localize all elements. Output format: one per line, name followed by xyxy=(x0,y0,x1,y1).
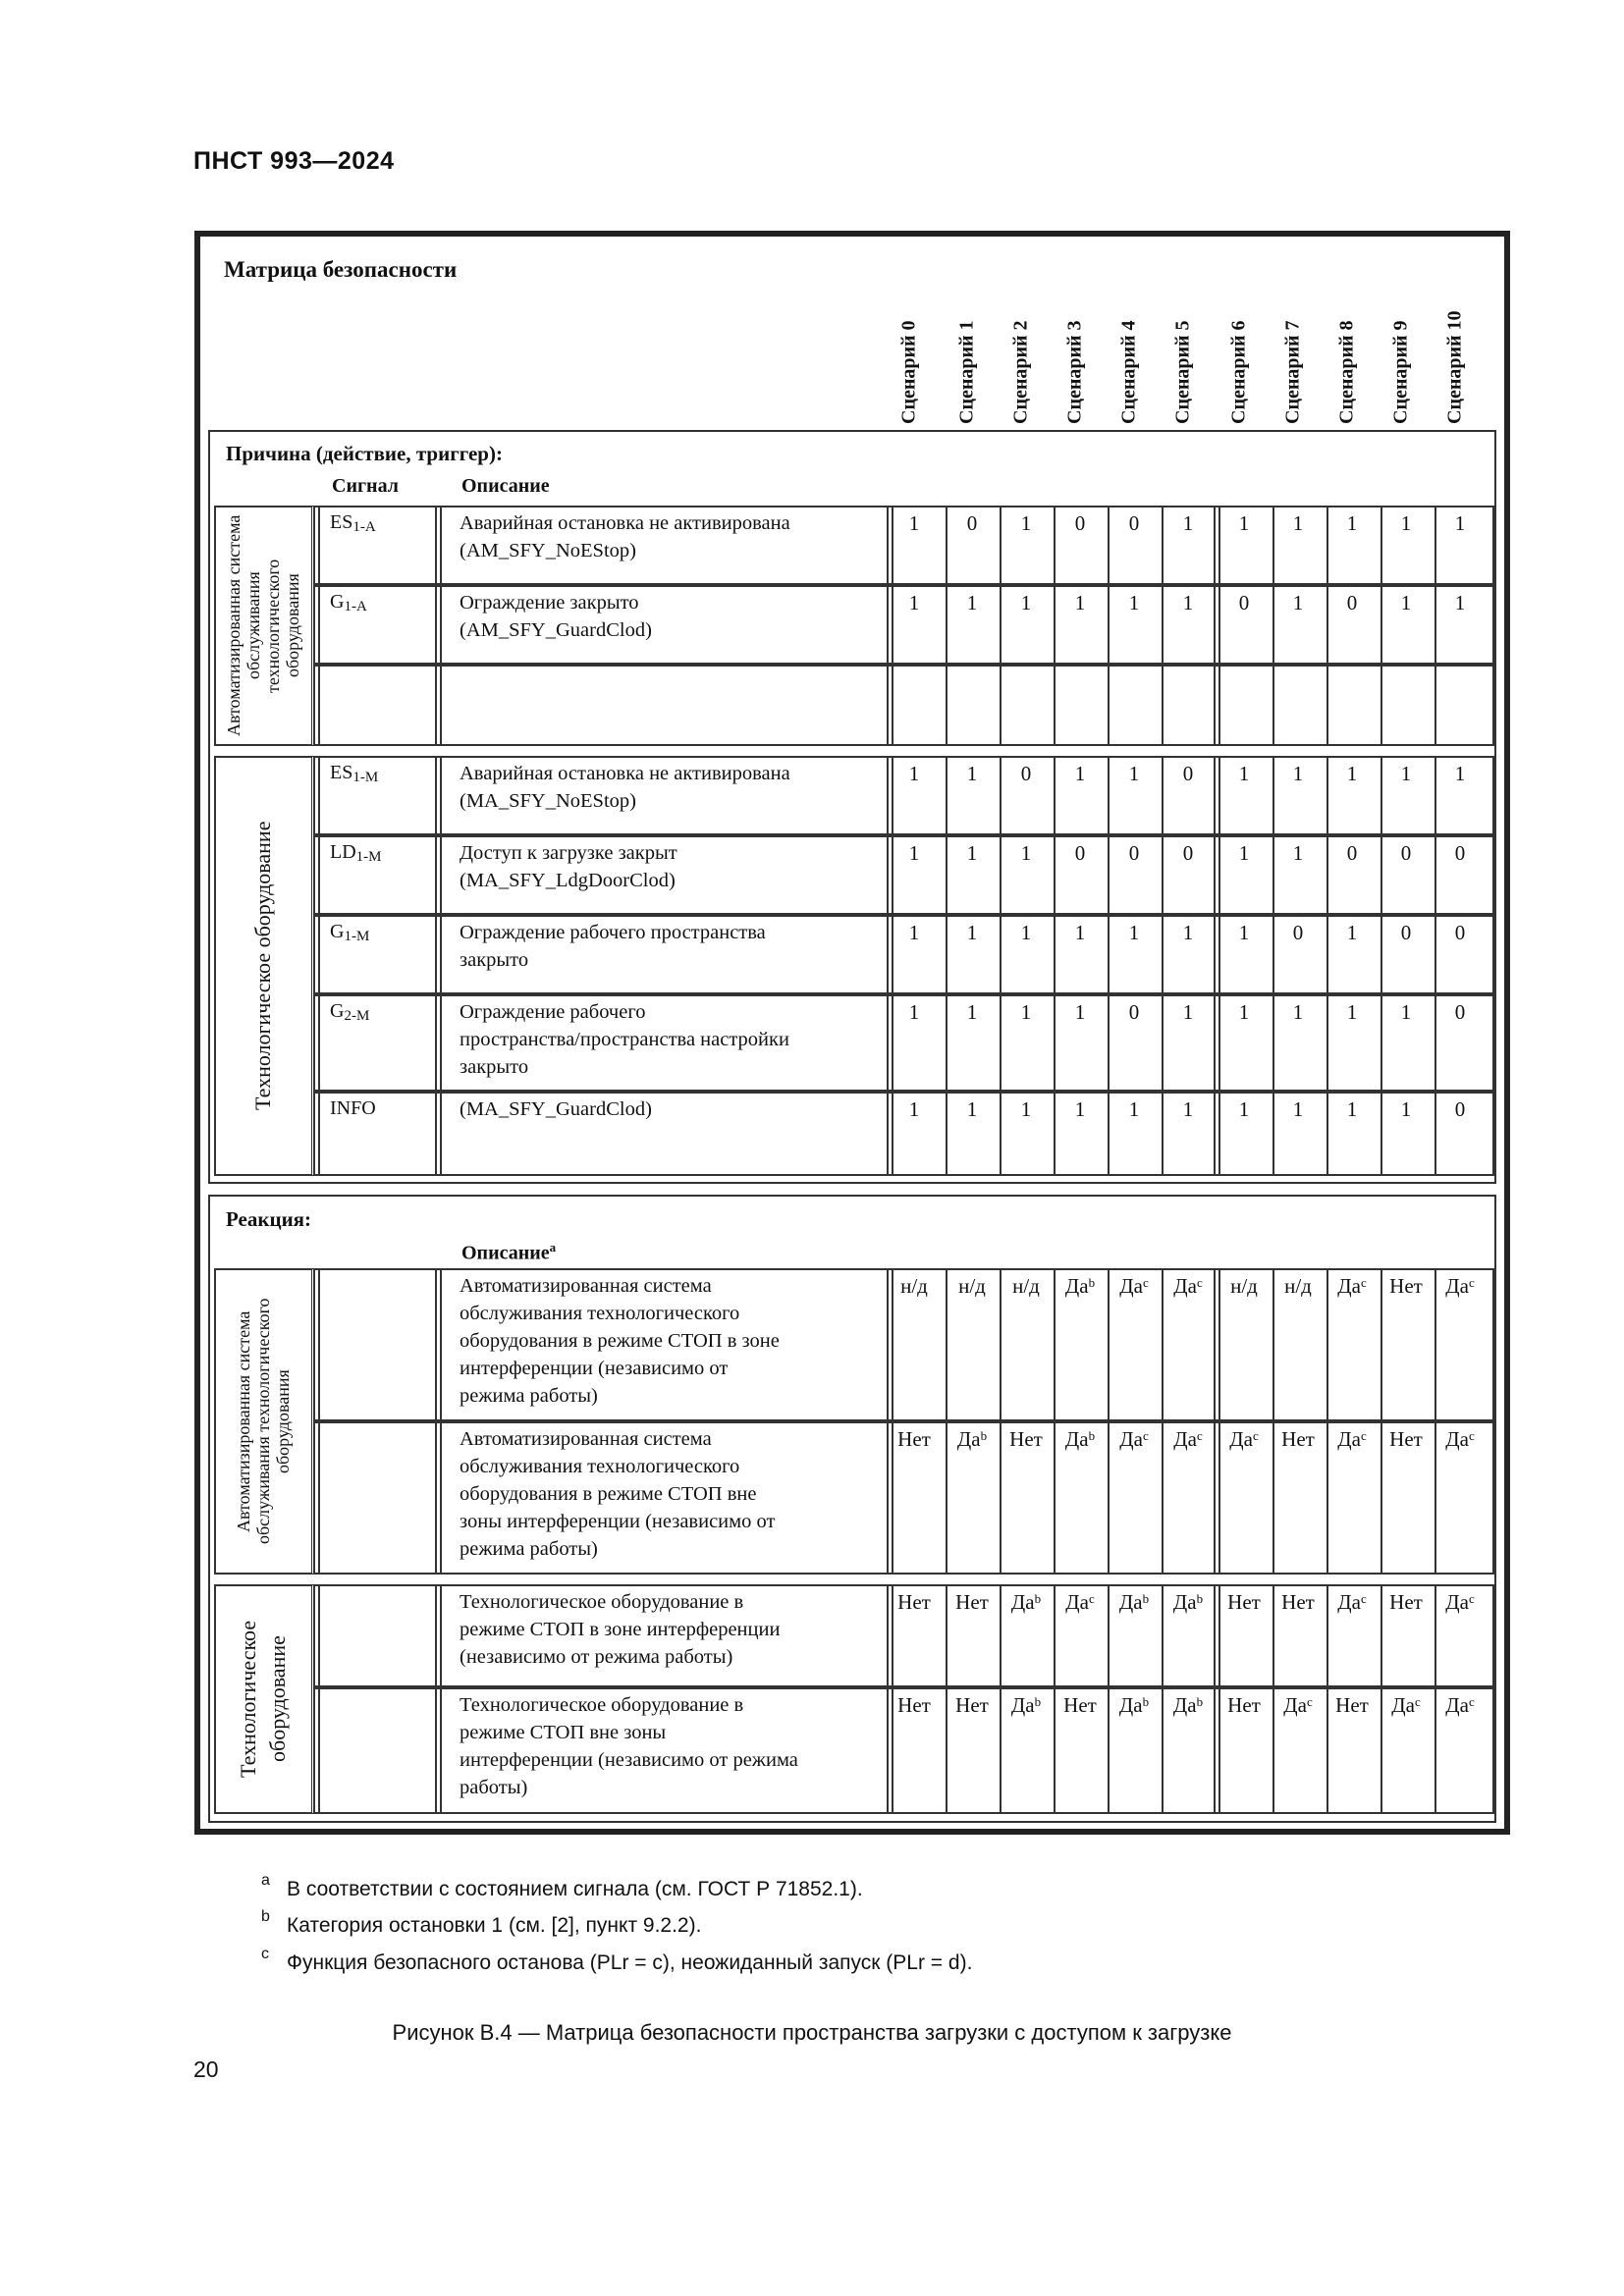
footnote-ref: c xyxy=(1468,1591,1475,1606)
value-cell: 0 xyxy=(1182,762,1194,785)
value-cell: Нет xyxy=(1389,1427,1423,1451)
description-cell: Аварийная остановка не активирована (AM_SFY_NoEStop) xyxy=(460,512,790,561)
footnote-ref: a xyxy=(549,1240,557,1255)
value-cell: Нет xyxy=(1009,1427,1043,1451)
value-cell: Нет xyxy=(897,1590,931,1614)
value-cell: 0 xyxy=(1292,921,1304,944)
scenario-header: Сценарий 3 xyxy=(1063,320,1086,424)
value-cell: 0 xyxy=(1454,1000,1466,1024)
value-cell: 0 xyxy=(1128,511,1140,535)
value-cell: 1 xyxy=(1074,1097,1086,1121)
value-cell: 0 xyxy=(1128,841,1140,865)
scenario-header: Сценарий 0 xyxy=(897,320,920,424)
value-cell: 1 xyxy=(1346,762,1358,785)
value-cell: 1 xyxy=(908,1097,920,1121)
value-cell: $Да^c$ xyxy=(1445,1274,1475,1298)
value-cell: 1 xyxy=(1020,1097,1032,1121)
scenario-header: Сценарий 6 xyxy=(1227,320,1250,424)
value-cell: 1 xyxy=(908,591,920,614)
value-cell: 1 xyxy=(1182,1097,1194,1121)
value-cell: 1 xyxy=(966,1000,978,1024)
signal-cell: $ES_{1-A}$ xyxy=(330,511,376,535)
value-cell: н/д xyxy=(1012,1274,1040,1298)
footnote-ref: c xyxy=(1142,1275,1149,1290)
page-number: 20 xyxy=(193,2056,219,2082)
value-cell: 1 xyxy=(1346,1000,1358,1024)
value-cell: $Да^c$ xyxy=(1119,1427,1149,1451)
value-cell: $Да^c$ xyxy=(1445,1427,1475,1451)
footnote-ref: c xyxy=(1196,1275,1203,1290)
value-cell: $Да^c$ xyxy=(1337,1274,1367,1298)
value-cell: 1 xyxy=(1238,841,1250,865)
footnote-ref: c xyxy=(1252,1428,1259,1443)
value-cell: 1 xyxy=(1400,762,1412,785)
value-cell: 0 xyxy=(1346,591,1358,614)
value-cell: $Да^c$ xyxy=(1173,1427,1203,1451)
value-cell: 1 xyxy=(1346,1097,1358,1121)
value-cell: 1 xyxy=(908,762,920,785)
footnote-ref: c xyxy=(1360,1428,1367,1443)
value-cell: $Да^c$ xyxy=(1337,1590,1367,1614)
value-cell: 1 xyxy=(1292,591,1304,614)
group-label: Технологическое оборудование xyxy=(250,821,275,1111)
footnote-mark: b xyxy=(261,1908,270,1925)
value-cell: 0 xyxy=(1454,921,1466,944)
value-cell: 1 xyxy=(966,841,978,865)
cause-title: Причина (действие, триггер): xyxy=(226,442,503,465)
group-label: Автоматизированная система обслуживания технологического оборудования xyxy=(224,514,302,737)
footnote-ref: c xyxy=(1088,1591,1095,1606)
footnote-ref: c xyxy=(1306,1694,1313,1709)
footnote-ref: b xyxy=(1142,1694,1150,1709)
value-cell: 1 xyxy=(1292,1097,1304,1121)
footnote-ref: b xyxy=(1088,1428,1096,1443)
value-cell: 1 xyxy=(1182,511,1194,535)
value-cell: $Да^b$ xyxy=(1118,1590,1150,1614)
value-cell: 1 xyxy=(1020,921,1032,944)
value-cell: 1 xyxy=(1128,1097,1140,1121)
value-cell: $Да^b$ xyxy=(1064,1427,1096,1451)
signal-cell: $G_{1-A}$ xyxy=(330,591,367,614)
matrix-title: Матрица безопасности xyxy=(224,257,458,282)
reaction-description-header: Описание$^a$ xyxy=(461,1240,557,1264)
footnote-ref: c xyxy=(1468,1275,1475,1290)
value-cell: Нет xyxy=(1281,1590,1315,1614)
value-cell: 1 xyxy=(1074,921,1086,944)
value-cell: $Да^c$ xyxy=(1445,1693,1475,1717)
value-cell: н/д xyxy=(900,1274,928,1298)
value-cell: 0 xyxy=(1128,1000,1140,1024)
value-cell: $Да^c$ xyxy=(1391,1693,1421,1717)
value-cell: 1 xyxy=(1238,762,1250,785)
value-cell: 0 xyxy=(966,511,978,535)
value-cell: $Да^c$ xyxy=(1445,1590,1475,1614)
description-cell: Доступ к загрузке закрыт (MA_SFY_LdgDoorClod) xyxy=(460,842,677,891)
value-cell: 1 xyxy=(966,591,978,614)
value-cell: Нет xyxy=(1063,1693,1097,1717)
value-cell: $Да^b$ xyxy=(1172,1590,1204,1614)
value-cell: Нет xyxy=(1389,1274,1423,1298)
value-cell: 0 xyxy=(1238,591,1250,614)
value-cell: 1 xyxy=(1074,591,1086,614)
footnote-ref: c xyxy=(1142,1428,1149,1443)
description-cell: Ограждение закрыто (AM_SFY_GuardClod) xyxy=(460,592,652,641)
signal-cell: $G_{1-M}$ xyxy=(330,921,370,944)
value-cell: Нет xyxy=(1335,1693,1369,1717)
footnote-ref: c xyxy=(1196,1428,1203,1443)
scenario-header: Сценарий 2 xyxy=(1009,320,1032,424)
signal-cell: $G_{2-M}$ xyxy=(330,1000,370,1024)
value-cell: 1 xyxy=(1020,841,1032,865)
value-cell: 1 xyxy=(1292,1000,1304,1024)
figure-caption: Рисунок В.4 — Матрица безопасности пространства загрузки с доступом к загрузке xyxy=(392,2020,1232,2045)
grid-line xyxy=(1492,506,1494,746)
value-cell: 0 xyxy=(1182,841,1194,865)
value-cell: Нет xyxy=(955,1590,989,1614)
value-cell: Нет xyxy=(1227,1693,1261,1717)
footnote-text: Функция безопасного останова (PLr = с), неожиданный запуск (PLr = d). xyxy=(287,1951,973,1974)
description-column-header: Описание xyxy=(461,475,550,497)
footnote-mark: c xyxy=(261,1946,269,1962)
footnote-ref: c xyxy=(1360,1591,1367,1606)
footnote-ref: c xyxy=(1414,1694,1421,1709)
scenario-header: Сценарий 4 xyxy=(1117,320,1140,424)
value-cell: 1 xyxy=(1128,921,1140,944)
footnote-mark: a xyxy=(261,1872,270,1889)
value-cell: 0 xyxy=(1020,762,1032,785)
footnote-ref: b xyxy=(1196,1591,1204,1606)
value-cell: 1 xyxy=(908,921,920,944)
value-cell: 1 xyxy=(1020,591,1032,614)
description-cell: (MA_SFY_GuardClod) xyxy=(460,1098,652,1120)
scenario-header: Сценарий 7 xyxy=(1281,320,1304,424)
description-cell: Автоматизированная система обслуживания технологического оборудования в режиме СТОП вне зоны интерференции (независимо от режима работы) xyxy=(460,1428,776,1560)
value-cell: 1 xyxy=(1400,1097,1412,1121)
value-cell: $Да^c$ xyxy=(1337,1427,1367,1451)
group-label: Технологическое оборудование xyxy=(236,1620,290,1779)
value-cell: 1 xyxy=(1128,762,1140,785)
value-cell: 1 xyxy=(1454,762,1466,785)
footnote-ref: b xyxy=(1142,1591,1150,1606)
value-cell: 0 xyxy=(1074,841,1086,865)
value-cell: 1 xyxy=(1292,841,1304,865)
footnote-ref: b xyxy=(1034,1591,1042,1606)
value-cell: 1 xyxy=(1346,921,1358,944)
signal-cell: $LD_{1-M}$ xyxy=(330,841,382,865)
footnote-ref: c xyxy=(1468,1694,1475,1709)
value-cell: 1 xyxy=(1238,1000,1250,1024)
footnote-text: Категория остановки 1 (см. [2], пункт 9.2.2). xyxy=(287,1914,702,1937)
document-code: ПНСТ 993—2024 xyxy=(193,147,395,175)
footnote-ref: b xyxy=(1034,1694,1042,1709)
value-cell: Нет xyxy=(897,1427,931,1451)
value-cell: Нет xyxy=(897,1693,931,1717)
value-cell: 1 xyxy=(1238,921,1250,944)
footnote-ref: b xyxy=(980,1428,988,1443)
grid-line xyxy=(1492,1268,1494,1575)
value-cell: 1 xyxy=(1400,591,1412,614)
value-cell: $Да^b$ xyxy=(1010,1693,1042,1717)
footnote-ref: b xyxy=(1196,1694,1204,1709)
description-cell: Автоматизированная система обслуживания технологического оборудования в режиме СТОП в зоне интерференции (независимо от режима работы) xyxy=(460,1275,780,1407)
value-cell: 1 xyxy=(1020,511,1032,535)
value-cell: 1 xyxy=(1292,762,1304,785)
value-cell: Нет xyxy=(1281,1427,1315,1451)
value-cell: 1 xyxy=(1346,511,1358,535)
value-cell: Нет xyxy=(955,1693,989,1717)
value-cell: н/д xyxy=(958,1274,986,1298)
signal-cell: $ES_{1-M}$ xyxy=(330,762,379,785)
value-cell: 1 xyxy=(1238,1097,1250,1121)
value-cell: 1 xyxy=(1182,921,1194,944)
value-cell: $Да^b$ xyxy=(1118,1693,1150,1717)
value-cell: $Да^b$ xyxy=(1064,1274,1096,1298)
value-cell: 1 xyxy=(1020,1000,1032,1024)
description-cell: Аварийная остановка не активирована (MA_SFY_NoEStop) xyxy=(460,763,790,812)
value-cell: $Да^c$ xyxy=(1119,1274,1149,1298)
value-cell: $Да^c$ xyxy=(1065,1590,1095,1614)
scenario-header: Сценарий 1 xyxy=(955,320,978,424)
value-cell: 0 xyxy=(1454,1097,1466,1121)
value-cell: 1 xyxy=(1182,1000,1194,1024)
signal-column-header: Сигнал xyxy=(332,475,399,497)
value-cell: 1 xyxy=(1182,591,1194,614)
scenario-header: Сценарий 8 xyxy=(1335,320,1358,424)
value-cell: 0 xyxy=(1400,921,1412,944)
value-cell: 1 xyxy=(966,1097,978,1121)
value-cell: $Да^c$ xyxy=(1229,1427,1259,1451)
footnote-text: В соответствии с состоянием сигнала (см. ГОСТ Р 71852.1). xyxy=(287,1878,863,1900)
value-cell: 1 xyxy=(908,1000,920,1024)
description-cell: Ограждение рабочего пространства/пространства настройки закрыто xyxy=(460,1001,789,1078)
value-cell: 0 xyxy=(1400,841,1412,865)
footnote-ref: c xyxy=(1360,1275,1367,1290)
footnote-ref: c xyxy=(1468,1428,1475,1443)
value-cell: 0 xyxy=(1454,841,1466,865)
value-cell: 1 xyxy=(1074,1000,1086,1024)
value-cell: 1 xyxy=(908,841,920,865)
value-cell: 1 xyxy=(1128,591,1140,614)
value-cell: Нет xyxy=(1227,1590,1261,1614)
description-cell: Ограждение рабочего пространства закрыто xyxy=(460,922,766,971)
value-cell: 1 xyxy=(1454,591,1466,614)
value-cell: $Да^b$ xyxy=(1010,1590,1042,1614)
description-cell: Технологическое оборудование в режиме СТОП вне зоны интерференции (независимо от режима работы) xyxy=(460,1694,798,1798)
value-cell: Нет xyxy=(1389,1590,1423,1614)
reaction-title: Реакция: xyxy=(226,1207,312,1231)
grid-line xyxy=(1492,756,1494,1176)
scenario-header: Сценарий 9 xyxy=(1389,320,1412,424)
value-cell: 1 xyxy=(1292,511,1304,535)
value-cell: 1 xyxy=(1400,511,1412,535)
value-cell: н/д xyxy=(1284,1274,1312,1298)
value-cell: 0 xyxy=(1346,841,1358,865)
table-row xyxy=(315,665,1492,746)
value-cell: $Да^b$ xyxy=(1172,1693,1204,1717)
value-cell: 1 xyxy=(966,762,978,785)
value-cell: 1 xyxy=(1238,511,1250,535)
scenario-header: Сценарий 5 xyxy=(1171,320,1194,424)
value-cell: 1 xyxy=(1454,511,1466,535)
grid-line xyxy=(1492,1584,1494,1814)
value-cell: н/д xyxy=(1230,1274,1258,1298)
value-cell: $Да^b$ xyxy=(956,1427,988,1451)
signal-cell: INFO xyxy=(330,1097,376,1119)
value-cell: $Да^c$ xyxy=(1283,1693,1313,1717)
value-cell: 1 xyxy=(1400,1000,1412,1024)
value-cell: 1 xyxy=(1074,762,1086,785)
description-cell: Технологическое оборудование в режиме СТОП в зоне интерференции (независимо от режима работы) xyxy=(460,1591,781,1668)
value-cell: 1 xyxy=(966,921,978,944)
value-cell: 0 xyxy=(1074,511,1086,535)
value-cell: 1 xyxy=(908,511,920,535)
scenario-header: Сценарий 10 xyxy=(1443,310,1466,424)
value-cell: $Да^c$ xyxy=(1173,1274,1203,1298)
group-label: Автоматизированная система обслуживания технологического оборудования xyxy=(234,1298,293,1545)
footnote-ref: b xyxy=(1088,1275,1096,1290)
